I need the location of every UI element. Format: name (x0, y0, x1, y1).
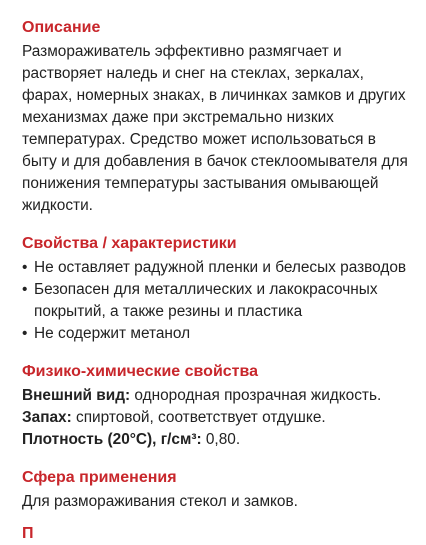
properties-section (22, 233, 414, 345)
application-text: Для размораживания стекол и замков. (22, 493, 298, 510)
smell-property (22, 407, 414, 429)
product-info (22, 17, 414, 529)
physchem-heading: Физико-химические свойства (22, 363, 259, 380)
smell-label: Запах: (22, 409, 72, 426)
smell-value: спиртовой, соответствует отдушке. (71, 409, 326, 426)
appearance-label: Внешний вид: (22, 387, 131, 404)
list-item: • Не содержит метанол (22, 323, 414, 345)
description-text: Размораживатель эффективно размягчает и растворяет наледь и снег на стеклах, зеркалах, фарах, номерных знаках, в личинках замков и других механизмах даже при экстремально низких температурах. Средство может использоваться в быту и для добавления в бачок стеклоомывателя для понижения температуры застывания омывающей жидкости. (22, 43, 408, 214)
appearance-property (22, 385, 414, 407)
application-section (22, 467, 414, 513)
density-value: 0,80. (201, 431, 241, 448)
next-section-heading-fragment (22, 523, 52, 542)
density-label: Плотность (20°C), г/см³: (22, 431, 202, 448)
physchem-section (22, 361, 414, 451)
list-item: • Не оставляет радужной пленки и белесых разводов (22, 257, 414, 279)
description-section (22, 17, 414, 217)
appearance-value: однородная прозрачная жидкость. (130, 387, 382, 404)
description-heading: Описание (22, 19, 101, 36)
application-heading: Сфера применения (22, 469, 177, 486)
next-heading-text: П (22, 525, 34, 542)
properties-list (22, 257, 414, 345)
density-property (22, 429, 414, 451)
properties-heading: Свойства / характеристики (22, 235, 237, 252)
list-item: • Безопасен для металлических и лакокрасочных покрытий, а также резины и пластика (22, 279, 414, 323)
